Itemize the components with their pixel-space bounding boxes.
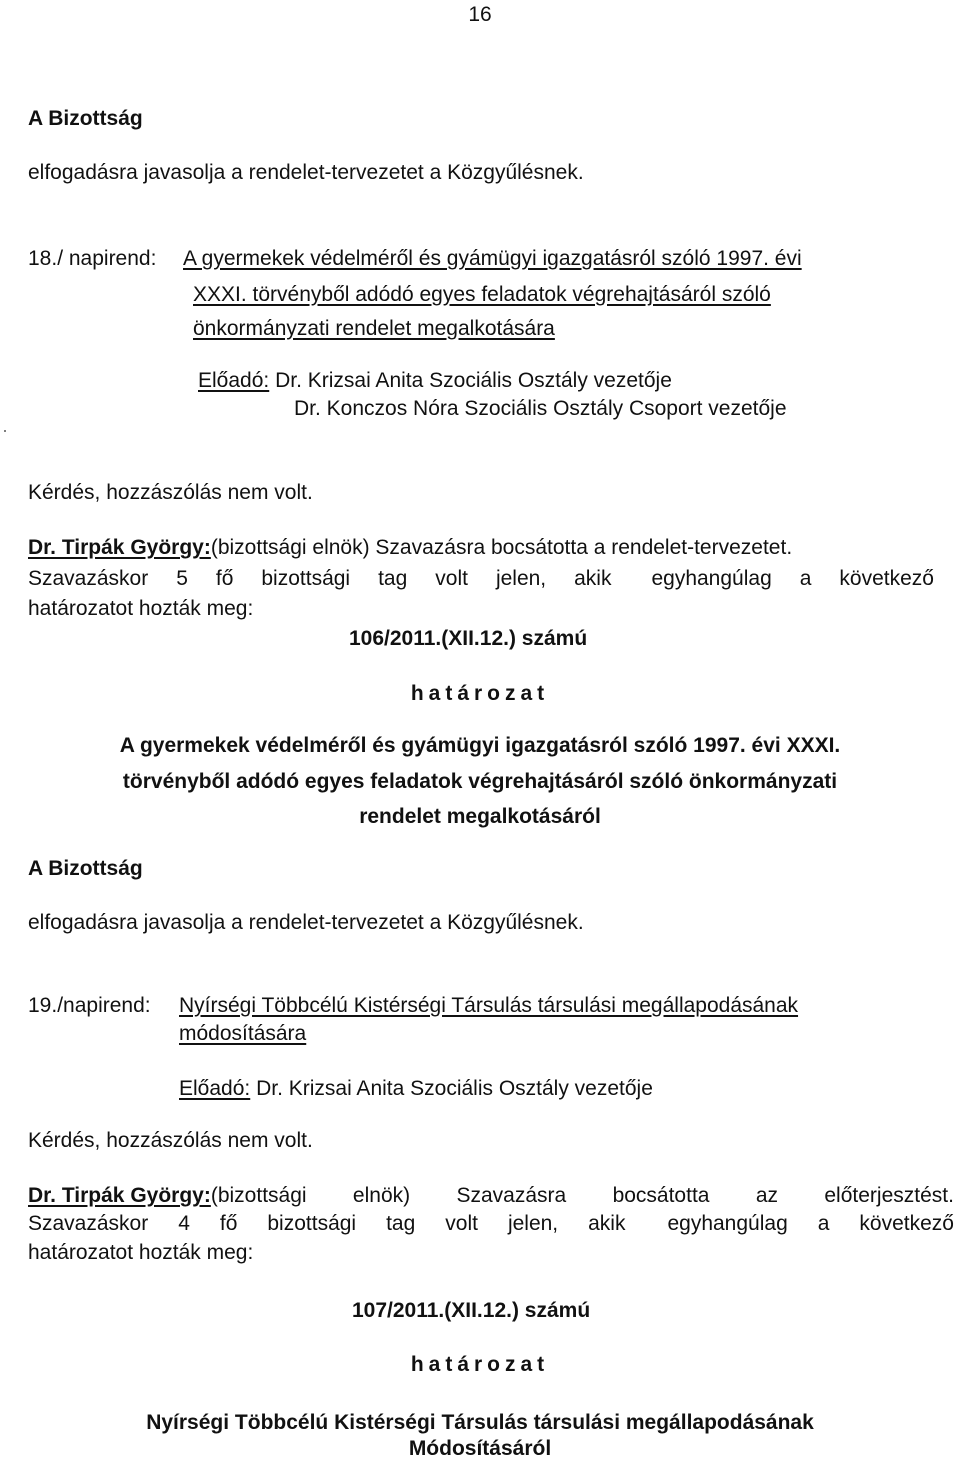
vote-word: jelen, bbox=[495, 567, 547, 590]
resolution-title-line: rendelet megalkotásáról bbox=[359, 805, 601, 828]
vote-word: következő bbox=[839, 567, 934, 590]
presenter-label: Előadó: bbox=[179, 1077, 251, 1100]
recommendation-text: elfogadásra javasolja a rendelet-tervezetet a Közgyűlésnek. bbox=[28, 911, 584, 934]
vote-word: tag bbox=[378, 567, 408, 590]
vote-word: Szavazáskor bbox=[28, 567, 149, 590]
chair-name: Dr. Tirpák György: bbox=[28, 1184, 211, 1207]
vote-word: bizottsági bbox=[261, 567, 351, 590]
resolution-title-line: A gyermekek védelméről és gyámügyi igazgatásról szóló 1997. évi XXXI. bbox=[119, 734, 841, 757]
agenda-item-title-line: XXXI. törvényből adódó egyes feladatok végrehajtásáról szóló bbox=[193, 283, 771, 306]
chair-word: az bbox=[755, 1184, 779, 1207]
agenda-item-title-line: önkormányzati rendelet megalkotására bbox=[193, 317, 555, 340]
page-number: 16 bbox=[468, 3, 492, 26]
chair-name: Dr. Tirpák György: bbox=[28, 536, 211, 559]
agenda-item-title-line: Nyírségi Többcélú Kistérségi Társulás társulási megállapodásának bbox=[179, 994, 799, 1017]
chair-word: Szavazásra bbox=[456, 1184, 567, 1207]
vote-word: akik bbox=[588, 1212, 626, 1235]
vote-word: fő bbox=[215, 567, 234, 590]
vote-word: 4 bbox=[178, 1212, 190, 1235]
chair-word: előterjesztést. bbox=[824, 1184, 954, 1207]
presenter-line bbox=[198, 368, 672, 394]
committee-heading: A Bizottság bbox=[28, 857, 143, 880]
resolution-number: 106/2011.(XII.12.) számú bbox=[349, 627, 588, 650]
chair-word: bocsátotta bbox=[612, 1184, 710, 1207]
presenter-name: Dr. Krizsai Anita Szociális Osztály vezetője bbox=[256, 1077, 653, 1100]
vote-line: határozatot hozták meg: bbox=[28, 1241, 254, 1264]
resolution-title-line: Nyírségi Többcélú Kistérségi Társulás társulási megállapodásának bbox=[146, 1411, 814, 1434]
vote-word: volt bbox=[435, 567, 468, 590]
vote-word: jelen, bbox=[507, 1212, 559, 1235]
agenda-item-label: 19./napirend: bbox=[28, 994, 151, 1017]
resolution-number: 107/2011.(XII.12.) számú bbox=[352, 1299, 591, 1322]
agenda-item-label: 18./ napirend: bbox=[28, 247, 157, 270]
chair-text: (bizottsági elnök) Szavazásra bocsátotta a rendelet-tervezetet. bbox=[210, 536, 793, 559]
vote-line bbox=[28, 566, 934, 592]
vote-word: a bbox=[799, 567, 812, 590]
questions-text: Kérdés, hozzászólás nem volt. bbox=[28, 1129, 313, 1152]
resolution-title-line: Módosításáról bbox=[408, 1437, 552, 1460]
vote-word: volt bbox=[445, 1212, 478, 1235]
presenter-line bbox=[179, 1076, 653, 1102]
vote-word: akik bbox=[574, 567, 612, 590]
questions-text: Kérdés, hozzászólás nem volt. bbox=[28, 481, 313, 504]
vote-word: bizottsági bbox=[267, 1212, 357, 1235]
resolution-title-line: törvényből adódó egyes feladatok végrehajtásáról szóló önkormányzati bbox=[122, 770, 838, 793]
vote-word: Szavazáskor bbox=[28, 1212, 149, 1235]
chair-line bbox=[28, 535, 792, 561]
chair-line bbox=[28, 1183, 954, 1209]
vote-line: határozatot hozták meg: bbox=[28, 597, 254, 620]
resolution-heading: határozat bbox=[410, 682, 550, 705]
agenda-item-title-line: módosítására bbox=[179, 1022, 307, 1045]
recommendation-text: elfogadásra javasolja a rendelet-tervezetet a Közgyűlésnek. bbox=[28, 161, 584, 184]
chair-word: (bizottsági bbox=[210, 1184, 307, 1207]
vote-word: következő bbox=[859, 1212, 954, 1235]
resolution-heading: határozat bbox=[410, 1353, 550, 1376]
vote-word: a bbox=[817, 1212, 830, 1235]
presenter-label: Előadó: bbox=[198, 369, 270, 392]
vote-line bbox=[28, 1211, 954, 1237]
presenter-name: Dr. Krizsai Anita Szociális Osztály vezetője bbox=[275, 369, 672, 392]
vote-word: egyhangúlag bbox=[651, 567, 772, 590]
vote-word: egyhangúlag bbox=[667, 1212, 788, 1235]
agenda-item-title-line: A gyermekek védelméről és gyámügyi igazgatásról szóló 1997. évi bbox=[183, 247, 802, 270]
vote-word: tag bbox=[386, 1212, 416, 1235]
scan-speck bbox=[4, 430, 6, 432]
chair-word: elnök) bbox=[352, 1184, 411, 1207]
committee-heading: A Bizottság bbox=[28, 107, 143, 130]
presenter-name: Dr. Konczos Nóra Szociális Osztály Csoport vezetője bbox=[294, 397, 787, 420]
vote-word: 5 bbox=[176, 567, 188, 590]
vote-word: fő bbox=[219, 1212, 238, 1235]
